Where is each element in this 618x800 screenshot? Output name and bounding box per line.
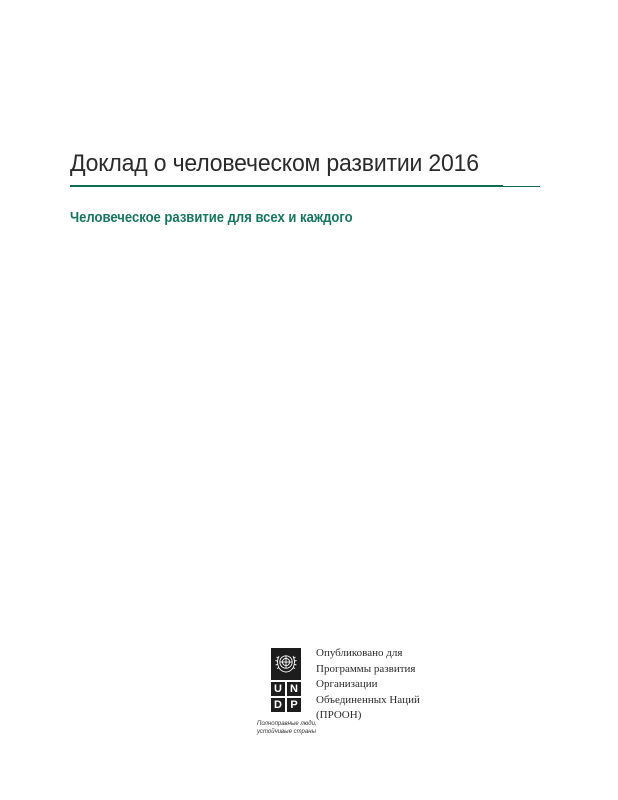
publisher-line: Объединенных Наций [316, 693, 420, 706]
publisher-statement [316, 646, 420, 724]
title-rule [70, 185, 503, 187]
logo-letter-p: P [287, 698, 301, 712]
logo-tagline [257, 720, 317, 736]
logo-letter-u: U [271, 682, 285, 696]
publisher-line: Опубликовано для [316, 647, 403, 659]
publisher-line: Программы развития [316, 662, 416, 675]
publisher-line: (ПРООН) [316, 709, 362, 721]
logo-letter-n: N [287, 682, 301, 696]
report-title: Доклад о человеческом развитии 2016 [70, 150, 479, 177]
report-subtitle: Человеческое развитие для всех и каждого [70, 210, 353, 226]
tagline-line: устойчивые страны [257, 729, 316, 735]
title-rule-extension [503, 186, 540, 187]
tagline-line: Полноправные люди, [257, 721, 317, 727]
undp-letter-grid [271, 682, 301, 712]
logo-letter-d: D [271, 698, 285, 712]
publisher-line: Организации [316, 678, 378, 690]
undp-logo [271, 648, 301, 712]
un-emblem-icon [271, 648, 301, 680]
